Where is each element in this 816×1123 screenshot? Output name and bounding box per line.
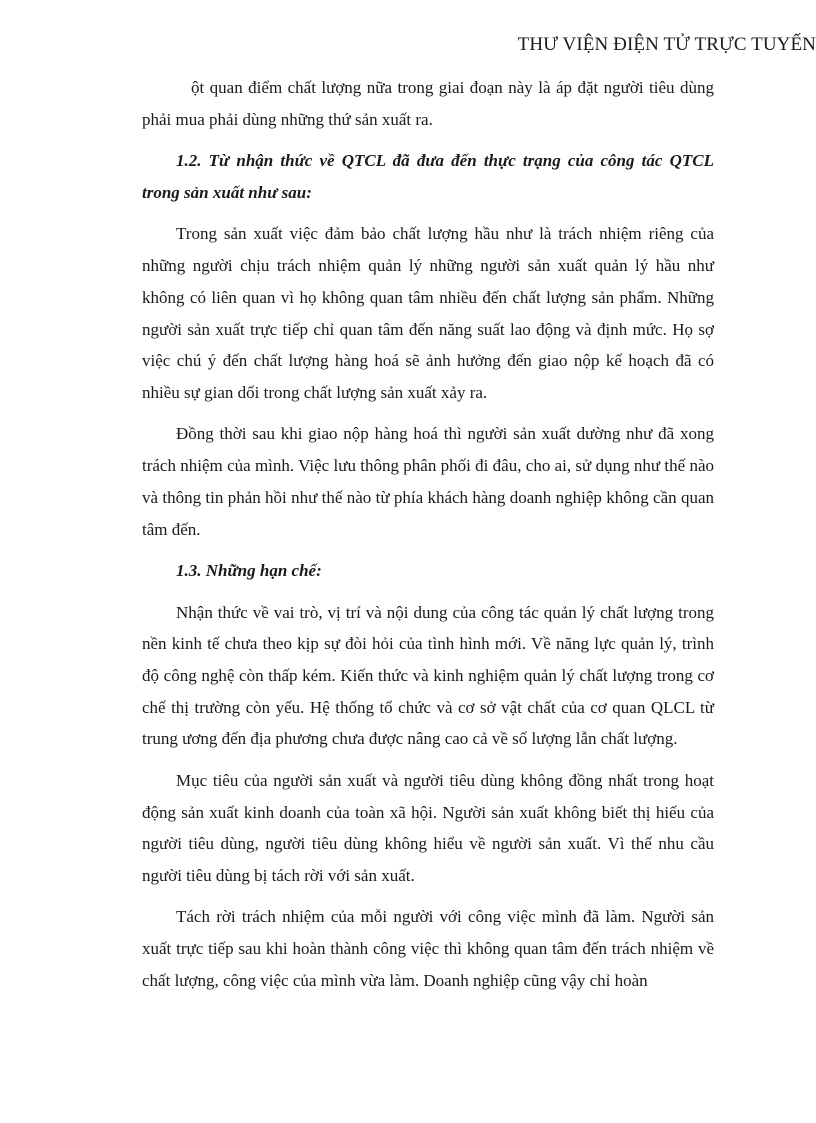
paragraph-quality-responsibility: Trong sản xuất việc đảm bảo chất lượng hầu như là trách nhiệm riêng của những người chịu trách nhiệm quản lý những người sản xuất quản lý hầu như không có liên quan vì họ không quan tâm nhiều đến chất lượng sản phẩm. Những người sản xuất trực tiếp chỉ quan tâm đến năng suất lao động và định mức. Họ sợ việc chú ý đến chất lượng hàng hoá sẽ ảnh hưởng đến giao nộp kế hoạch đã có nhiều sự gian dối trong chất lượng sản xuất xảy ra. [142,224,714,402]
document-body [142,72,714,1006]
section-heading-1-3: 1.3. Những hạn chế: [176,561,322,581]
paragraph-after-delivery: Đồng thời sau khi giao nộp hàng hoá thì người sản xuất dường như đã xong trách nhiệm của mình. Việc lưu thông phân phối đi đâu, cho ai, sử dụng như thế nào và thông tin phản hồi như thế nào từ phía khách hàng doanh nghiệp không cần quan tâm đến. [142,424,714,539]
paragraph-intro: ột quan điểm chất lượng nữa trong giai đoạn này là áp đặt người tiêu dùng phải mua phải dùng những thứ sản xuất ra. [142,78,714,129]
library-header: THƯ VIỆN ĐIỆN TỬ TRỰC TUYẾN [517,34,816,55]
paragraph-goals: Mục tiêu của người sản xuất và người tiêu dùng không đồng nhất trong hoạt động sản xuất kinh doanh của toàn xã hội. Người sản xuất không biết thị hiếu của người tiêu dùng, người tiêu dùng không hiểu về người sản xuất. Vì thế nhu cầu người tiêu dùng bị tách rời với sản xuất. [142,770,714,885]
section-heading-1-2: 1.2. Từ nhận thức về QTCL đã đưa đến thực trạng của công tác QTCL trong sản xuất như sau: [142,151,714,202]
paragraph-awareness: Nhận thức về vai trò, vị trí và nội dung của công tác quản lý chất lượng trong nền kinh tế chưa theo kịp sự đòi hỏi của tình hình mới. Về năng lực quản lý, trình độ công nghệ còn thấp kém. Kiến thức và kinh nghiệm quản lý chất lượng trong cơ chế thị trường còn yếu. Hệ thống tổ chức và cơ sở vật chất của cơ quan QLCL từ trung ương đến địa phương chưa được nâng cao cả về số lượng lẫn chất lượng. [142,602,714,749]
paragraph-separation: Tách rời trách nhiệm của mỗi người với công việc mình đã làm. Người sản xuất trực tiếp sau khi hoàn thành công việc thì không quan tâm đến trách nhiệm về chất lượng, công việc của mình vừa làm. Doanh nghiệp cũng vậy chỉ hoàn [142,907,714,990]
